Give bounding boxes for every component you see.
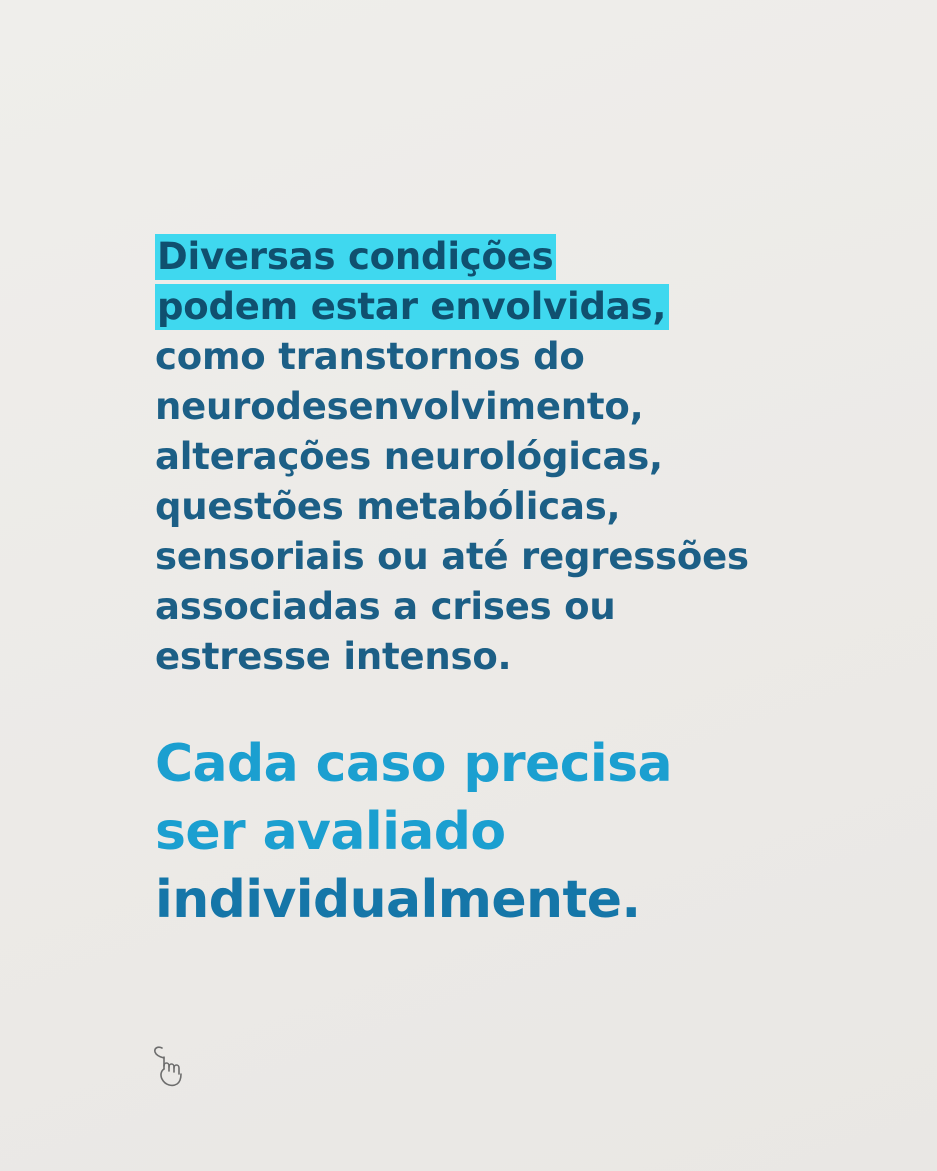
paragraph-line-3: como transtornos do [155, 335, 585, 378]
paragraph-line-1 [155, 232, 815, 282]
highlighted-text-1: Diversas condições [155, 234, 556, 280]
paragraph-line-4: neurodesenvolvimento, [155, 385, 644, 428]
text-content-block [155, 232, 815, 934]
swipe-hand-icon[interactable] [148, 1038, 194, 1090]
headline-line-2: ser avaliado [155, 802, 506, 862]
paragraph-line-7: sensoriais ou até regressões [155, 535, 749, 578]
paragraph-line-8: associadas a crises ou [155, 585, 616, 628]
paragraph-line-5: alterações neurológicas, [155, 435, 663, 478]
highlighted-text-2: podem estar envolvidas, [155, 284, 669, 330]
headline-line-3: individualmente. [155, 870, 641, 930]
paragraph-line-2 [155, 282, 815, 332]
headline [155, 730, 815, 934]
body-paragraph [155, 232, 815, 682]
paragraph-line-9: estresse intenso. [155, 635, 512, 678]
headline-line-1: Cada caso precisa [155, 734, 672, 794]
paragraph-line-6: questões metabólicas, [155, 485, 621, 528]
